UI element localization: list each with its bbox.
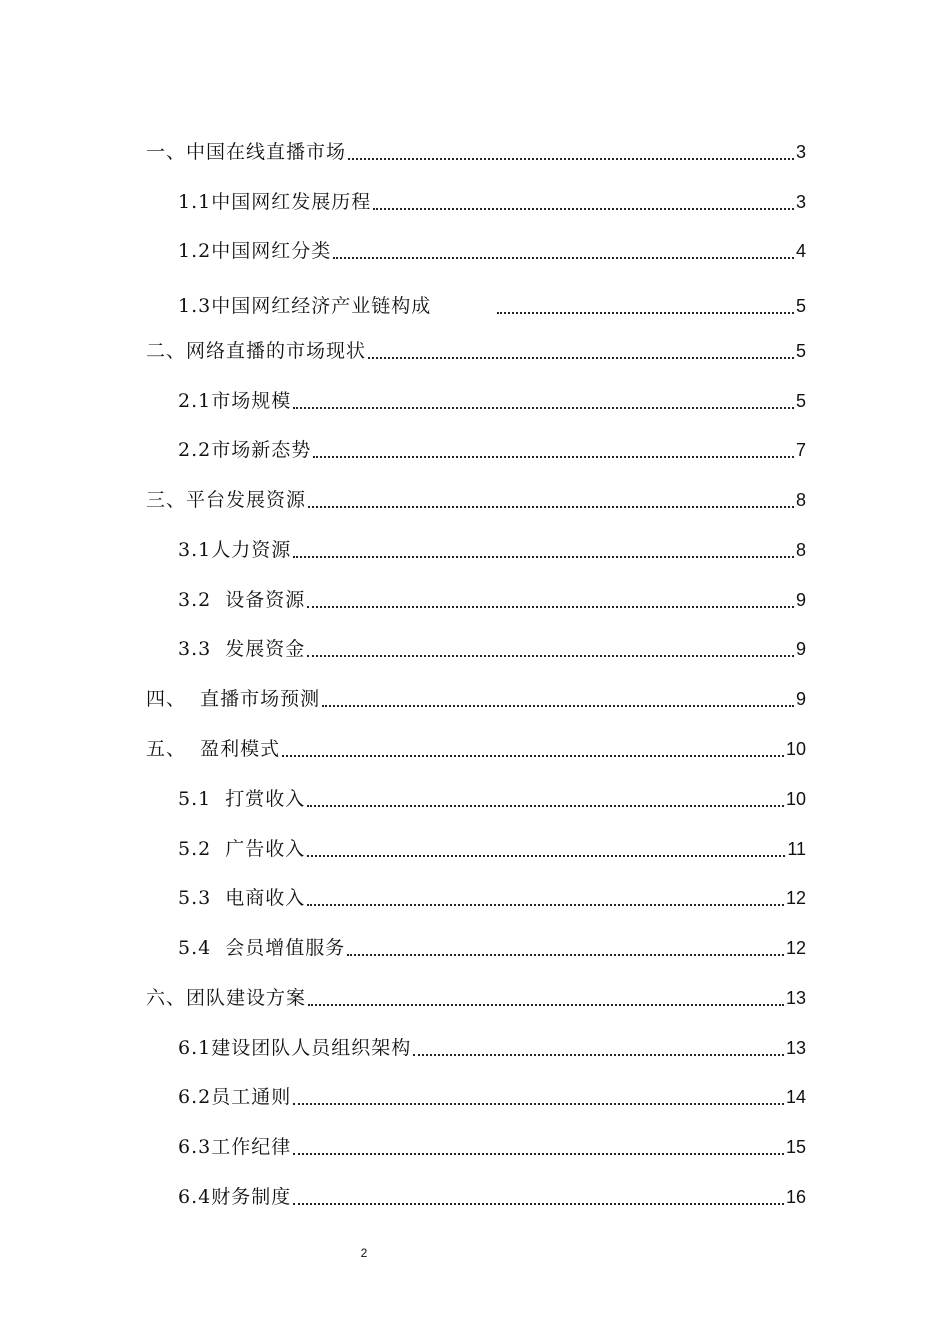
toc-entry-page: 8 [795,540,806,560]
toc-entry-page: 5 [795,341,806,361]
toc-entry-page: 9 [795,590,806,610]
toc-entry-title: 6.4财务制度 [178,1186,292,1208]
toc-entry[interactable] [178,1032,806,1062]
toc-entry[interactable] [146,683,806,713]
toc-entry[interactable] [178,633,806,663]
toc-dot-leader [307,904,784,906]
toc-dot-leader [348,158,794,160]
toc-entry-page: 12 [785,888,806,908]
toc-entry-title: 5.2 广告收入 [178,838,306,860]
toc-entry[interactable] [178,833,806,863]
toc-entry-title: 1.1中国网红发展历程 [178,191,372,213]
toc-entry-page: 14 [785,1087,806,1107]
toc-dot-leader [413,1054,784,1056]
toc-entry-title: 3.3 发展资金 [178,638,306,660]
toc-entry-page: 10 [785,739,806,759]
toc-entry-page: 13 [785,1038,806,1058]
toc-entry-title: 5.1 打赏收入 [178,788,306,810]
toc-entry-page: 3 [795,142,806,162]
toc-dot-leader [497,312,794,314]
toc-entry-title: 5.3 电商收入 [178,887,306,909]
toc-entry[interactable] [178,882,806,912]
toc-entry-page: 12 [785,938,806,958]
toc-entry-page: 10 [785,789,806,809]
toc-entry[interactable] [178,290,806,320]
toc-entry-page: 16 [785,1187,806,1207]
toc-entry[interactable] [178,534,806,564]
toc-entry-title: 1.2中国网红分类 [178,240,332,262]
toc-dot-leader [293,1103,784,1105]
toc-entry-title: 6.3工作纪律 [178,1136,292,1158]
toc-entry[interactable] [146,136,806,166]
toc-entry-title: 2.1市场规模 [178,390,292,412]
toc-entry-title: 二、网络直播的市场现状 [146,340,367,362]
toc-dot-leader [307,655,794,657]
toc-entry-page: 3 [795,192,806,212]
toc-entry[interactable] [178,385,806,415]
toc-dot-leader [368,357,794,359]
toc-entry[interactable] [178,434,806,464]
toc-entry-page: 15 [785,1137,806,1157]
toc-entry[interactable] [146,335,806,365]
toc-dot-leader [307,606,794,608]
toc-entry[interactable] [178,783,806,813]
toc-entry-title: 一、中国在线直播市场 [146,141,347,163]
toc-entry[interactable] [178,1131,806,1161]
toc-entry-title: 3.2 设备资源 [178,589,306,611]
toc-dot-leader [322,705,794,707]
toc-entry-title: 3.1人力资源 [178,539,292,561]
toc-entry-page: 9 [795,639,806,659]
toc-entry-title: 2.2市场新态势 [178,439,312,461]
toc-entry[interactable] [178,584,806,614]
toc-entry[interactable] [146,733,806,763]
toc-dot-leader [293,1153,784,1155]
toc-entry[interactable] [178,932,806,962]
toc-dot-leader [313,456,794,458]
toc-entry[interactable] [178,1081,806,1111]
toc-entry-page: 7 [795,440,806,460]
toc-entry-page: 9 [795,689,806,709]
toc-entry-title: 三、平台发展资源 [146,489,307,511]
toc-dot-leader [293,1203,784,1205]
toc-entry-title: 六、团队建设方案 [146,987,307,1009]
toc-entry-page: 11 [787,839,806,859]
toc-entry-page: 13 [785,988,806,1008]
toc-entry[interactable] [178,186,806,216]
toc-entry-title: 五、 盈利模式 [146,738,281,760]
toc-entry-page: 8 [795,490,806,510]
toc-dot-leader [293,407,794,409]
toc-entry[interactable] [178,235,806,265]
toc-dot-leader [333,257,794,259]
toc-entry[interactable] [178,1181,806,1211]
page-number: 2 [360,1246,368,1260]
toc-entry-title: 6.2员工通则 [178,1086,292,1108]
toc-dot-leader [307,805,784,807]
toc-dot-leader [282,755,784,757]
toc-entry-page: 5 [795,296,806,316]
toc-entry-page: 5 [795,391,806,411]
toc-entry-title: 1.3中国网红经济产业链构成 [178,295,432,317]
toc-dot-leader [347,954,784,956]
toc-dot-leader [293,556,794,558]
toc-entry[interactable] [146,982,806,1012]
toc-dot-leader [373,208,794,210]
toc-entry-title: 6.1建设团队人员组织架构 [178,1037,412,1059]
toc-entry-page: 4 [795,241,806,261]
toc-entry-title: 5.4 会员增值服务 [178,937,346,959]
toc-dot-leader [308,506,794,508]
toc-dot-leader [308,1004,784,1006]
toc-dot-leader [307,855,785,857]
toc-entry[interactable] [146,484,806,514]
toc-entry-title: 四、 直播市场预测 [146,688,321,710]
